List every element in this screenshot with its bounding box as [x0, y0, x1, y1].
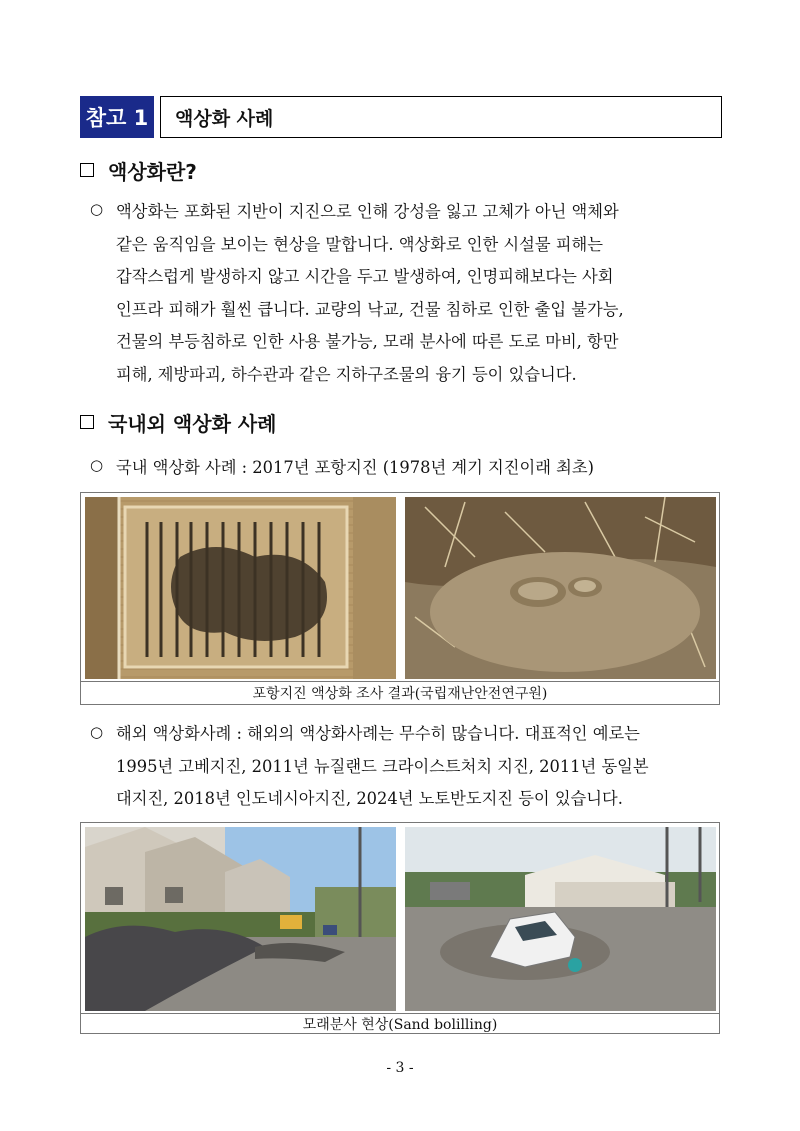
paragraph-line: 건물의 부등침하로 인한 사용 불가능, 모래 분사에 따른 도로 마비, 항만	[116, 332, 619, 351]
definition-paragraph	[116, 196, 724, 391]
circle-bullet-icon: ○	[90, 723, 104, 741]
paragraph-line: 1995년 고베지진, 2011년 뉴질랜드 크라이스트처치 지진, 2011년 동일본	[116, 756, 649, 776]
paragraph-line: 인프라 피해가 훨씬 큽니다. 교량의 낙교, 건물 침하로 인한 출입 불가능,	[116, 299, 624, 319]
domestic-case-text	[116, 452, 724, 485]
paragraph-line: 같은 움직임을 보이는 현상을 말합니다. 액상화로 인한 시설물 피해는	[116, 234, 603, 254]
aerial-liquefaction-photo	[85, 497, 396, 679]
section-heading-liquefaction	[80, 154, 197, 186]
paragraph-line: 피해, 제방파괴, 하수관과 같은 지하구조물의 융기 등이 있습니다.	[116, 364, 577, 384]
figure-sand-boiling	[80, 822, 720, 1034]
page-number: - 3 -	[386, 1060, 414, 1076]
japan-street-sand-photo	[85, 827, 396, 1011]
figure-caption: 포항지진 액상화 조사 결과(국립재난안전연구원)	[81, 681, 719, 706]
page-title-text: 액상화 사례	[175, 107, 274, 130]
car-sunk-in-sand-photo	[405, 827, 716, 1011]
section-heading-text: 국내외 액상화 사례	[108, 411, 277, 436]
sand-boil-ground-photo	[405, 497, 716, 679]
page-title	[160, 96, 722, 138]
figure-caption: 모래분사 현상(Sand bolilling)	[81, 1013, 719, 1036]
reference-tag: 참고 1	[80, 96, 154, 138]
paragraph-line: 국내 액상화 사례 : 2017년 포항지진 (1978년 계기 지진이래 최초)	[116, 458, 594, 477]
figure-pohang	[80, 492, 720, 705]
paragraph-line: 해외 액상화사례 : 해외의 액상화사례는 무수히 많습니다. 대표적인 예로는	[116, 724, 640, 743]
paragraph-line: 대지진, 2018년 인도네시아지진, 2024년 노토반도지진 등이 있습니다.	[116, 789, 623, 808]
section-heading-cases	[80, 406, 277, 438]
square-bullet-icon	[80, 415, 94, 429]
circle-bullet-icon: ○	[90, 456, 104, 474]
square-bullet-icon	[80, 163, 94, 177]
paragraph-line: 갑작스럽게 발생하지 않고 시간을 두고 발생하여, 인명피해보다는 사회	[116, 267, 614, 286]
paragraph-line: 액상화는 포화된 지반이 지진으로 인해 강성을 잃고 고체가 아닌 액체와	[116, 202, 619, 221]
circle-bullet-icon: ○	[90, 200, 104, 218]
section-heading-text: 액상화란?	[108, 159, 197, 184]
overseas-case-paragraph	[116, 718, 724, 816]
